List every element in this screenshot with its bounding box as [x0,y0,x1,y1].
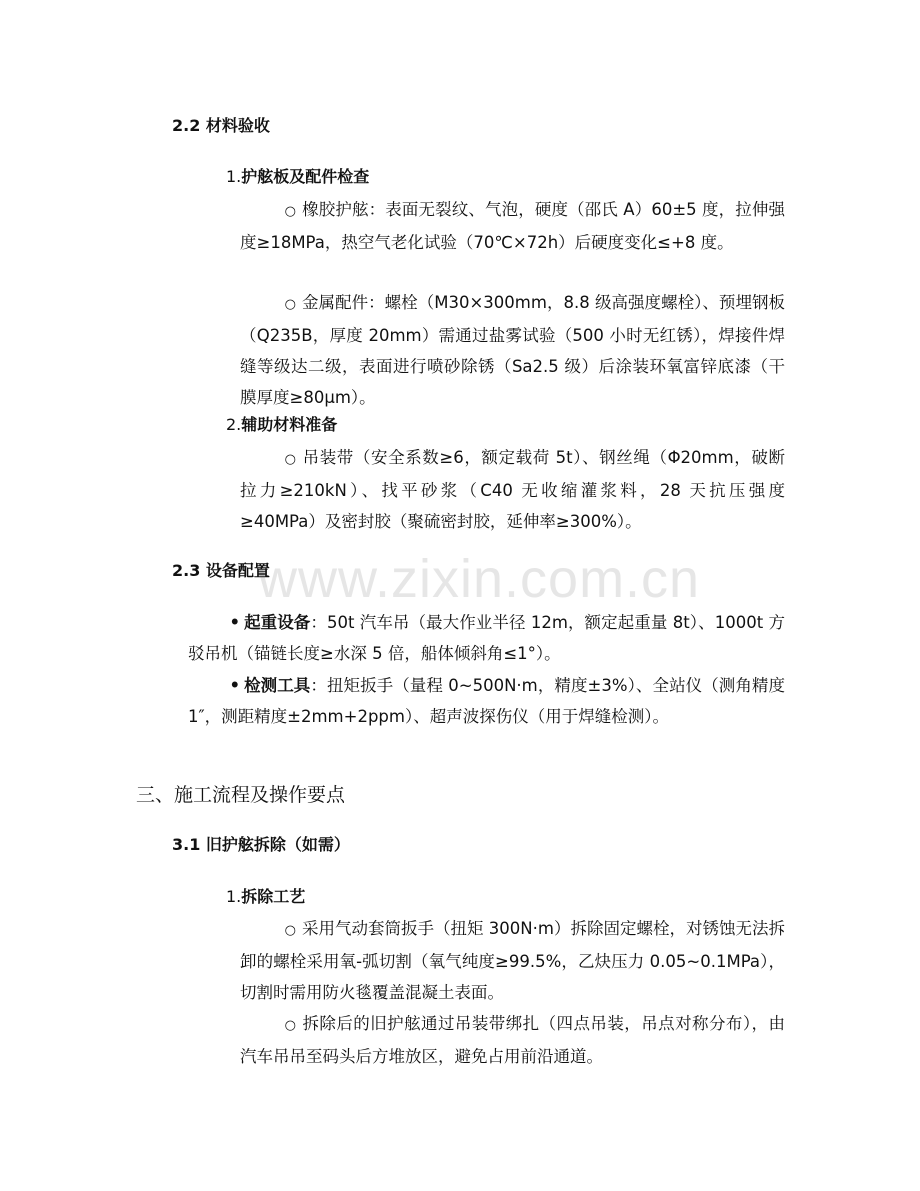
bullet-label: 起重设备 [244,613,311,632]
heading-2-2: 2.2 材料验收 [172,116,270,135]
chapter-3-title: 三、施工流程及操作要点 [136,784,346,806]
circle-bullet-icon: ○ [284,452,296,467]
circle-bullet-icon: ○ [284,1018,296,1033]
bullet-inspection-tools [188,670,785,732]
paragraph-text: 橡胶护舷：表面无裂纹、气泡，硬度（邵氏 A）60±5 度，拉伸强度≥18MPa，热空气老化试验（70℃×72h）后硬度变化≤+8 度。 [240,200,785,252]
circle-bullet-icon: ○ [284,204,296,219]
list-item-2-2-1 [226,166,369,188]
item-label: 拆除工艺 [241,887,306,906]
dot-bullet-icon: • [229,613,240,632]
paragraph-removal-lifting [240,1008,785,1072]
paragraph-removal-method [240,913,785,1008]
list-item-3-1-1 [226,886,305,908]
item-number: 1. [226,887,242,906]
paragraph-text: 采用气动套筒扳手（扭矩 300N·m）拆除固定螺栓，对锈蚀无法拆卸的螺栓采用氧-弧切割（氧气纯度≥99.5%，乙炔压力 0.05~0.1MPa），切割时需用防火毯覆盖混凝土表面。 [240,919,785,1002]
bullet-text: ：50t 汽车吊（最大作业半径 12m，额定起重量 8t）、1000t 方驳吊机（锚链长度≥水深 5 倍，船体倾斜角≤1°）。 [188,613,785,663]
paragraph-text: 金属配件：螺栓（M30×300mm，8.8 级高强度螺栓）、预埋钢板（Q235B，厚度 20mm）需通过盐雾试验（500 小时无红锈），焊接件焊缝等级达二级，表面进行喷砂除锈（Sa2.5 级）后涂装环氧富锌底漆（干膜厚度≥80μm）。 [240,293,785,407]
paragraph-auxiliary-materials [240,442,785,537]
item-label: 护舷板及配件检查 [241,167,370,186]
bullet-text: ：扭矩扳手（量程 0~500N·m，精度±3%）、全站仪（测角精度 1″，测距精度±2mm+2ppm）、超声波探伤仪（用于焊缝检测）。 [188,676,786,726]
bullet-lifting-equipment [188,607,785,669]
item-number: 1. [226,167,242,186]
item-number: 2. [226,415,242,434]
circle-bullet-icon: ○ [284,297,296,312]
paragraph-rubber-fender [240,194,785,258]
paragraph-metal-parts [240,287,785,413]
list-item-2-2-2 [226,414,337,436]
heading-3-1: 3.1 旧护舷拆除（如需） [172,835,350,854]
paragraph-text: 吊装带（安全系数≥6，额定载荷 5t）、钢丝绳（Φ20mm，破断拉力≥210kN）、找平砂浆（C40 无收缩灌浆料，28 天抗压强度≥40MPa）及密封胶（聚硫密封胶，延伸率≥300%）。 [240,448,785,531]
paragraph-text: 拆除后的旧护舷通过吊装带绑扎（四点吊装，吊点对称分布），由汽车吊吊至码头后方堆放区，避免占用前沿通道。 [240,1014,785,1066]
watermark: www.zixin.com.cn [258,549,701,609]
dot-bullet-icon: • [229,676,240,695]
item-label: 辅助材料准备 [241,415,338,434]
circle-bullet-icon: ○ [284,923,296,938]
heading-2-3: 2.3 设备配置 [172,561,270,580]
bullet-label: 检测工具 [244,676,311,695]
